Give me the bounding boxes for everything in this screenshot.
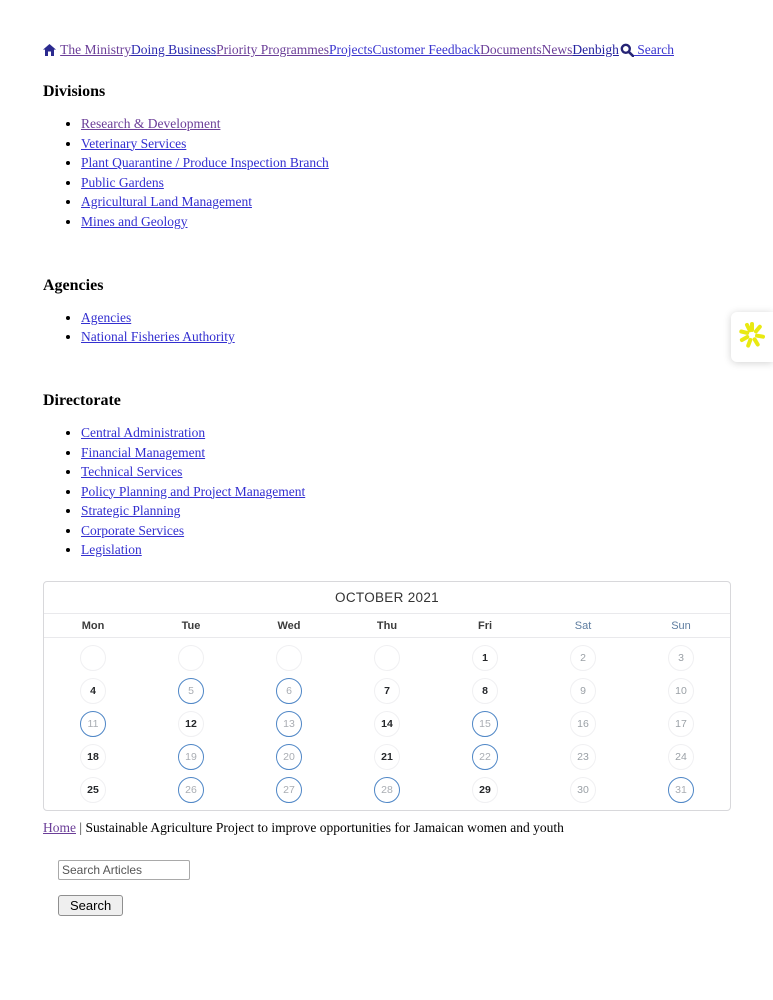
directorate-list [43,425,731,558]
link-policy-planning-and-project-management[interactable]: Policy Planning and Project Management [81,483,306,499]
calendar-cell [338,674,436,707]
floating-widget [731,312,773,362]
nav-link-search[interactable]: Search [633,42,674,57]
list-item [81,445,731,461]
calendar-day-3: 3 [668,645,694,671]
calendar-day-4: 4 [80,678,106,704]
calendar-cell [632,707,730,740]
calendar-cell [142,773,240,806]
calendar-day-empty [80,645,106,671]
list-item [81,116,731,132]
calendar-day-header-thu: Thu [376,619,398,632]
calendar-day-header-tue: Tue [181,619,201,632]
calendar-cell [142,674,240,707]
divisions-heading: Divisions [43,83,106,100]
list-item [81,503,731,519]
calendar-cell [436,641,534,674]
magnifier-icon[interactable] [620,43,634,61]
directorate-heading: Directorate [43,392,121,409]
calendar-day-30: 30 [570,777,596,803]
calendar-day-17: 17 [668,711,694,737]
calendar-cell [338,641,436,674]
calendar-day-10: 10 [668,678,694,704]
list-item [81,425,731,441]
calendar-cell [240,674,338,707]
link-legislation[interactable]: Legislation [81,542,142,557]
link-strategic-planning[interactable]: Strategic Planning [81,503,181,518]
calendar-cell [44,707,142,740]
list-item [81,194,731,210]
list-item [81,484,731,500]
calendar-cell [240,707,338,740]
spinner-asterisk-icon [738,321,766,354]
nav-link-the-ministry[interactable]: The Ministry [60,42,132,57]
calendar-day-29: 29 [472,777,498,803]
calendar-cell [44,641,142,674]
calendar-cell [44,773,142,806]
calendar-day-22[interactable]: 22 [472,744,498,770]
calendar-day-1: 1 [472,645,498,671]
breadcrumb-page-title: Sustainable Agriculture Project to improve opportunities for Jamaican women and youth [85,820,564,835]
calendar-cell [142,641,240,674]
calendar-cell [142,740,240,773]
calendar-cell [534,773,632,806]
calendar-day-empty [374,645,400,671]
link-national-fisheries-authority[interactable]: National Fisheries Authority [81,329,235,344]
agencies-heading: Agencies [43,276,104,294]
calendar-day-31[interactable]: 31 [668,777,694,803]
calendar-day-16: 16 [570,711,596,737]
nav-link-priority-programmes[interactable]: Priority Programmes [216,42,330,57]
calendar-cell [142,707,240,740]
calendar-day-12: 12 [178,711,204,737]
list-item [81,136,731,152]
nav-link-documents[interactable]: Documents [480,42,542,57]
divisions-list [43,116,731,230]
calendar-day-15[interactable]: 15 [472,711,498,737]
breadcrumb-separator: | [79,820,86,835]
calendar-day-7: 7 [374,678,400,704]
calendar-cell [632,773,730,806]
calendar-day-header-sat: Sat [574,619,592,632]
search-button[interactable]: Search [58,895,123,916]
calendar-day-header-wed: Wed [277,619,301,632]
nav-link-projects[interactable]: Projects [329,42,373,57]
calendar-day-5[interactable]: 5 [178,678,204,704]
calendar-day-21: 21 [374,744,400,770]
list-item [81,310,731,326]
calendar-day-27[interactable]: 27 [276,777,302,803]
list-item [81,214,731,230]
list-item [81,542,731,558]
list-item [81,523,731,539]
link-mines-and-geology[interactable]: Mines and Geology [81,213,188,229]
calendar-day-18: 18 [80,744,106,770]
link-plant-quarantine-produce-inspection-branch[interactable]: Plant Quarantine / Produce Inspection Branch [81,155,329,170]
calendar-cell [534,740,632,773]
events-calendar [43,581,731,811]
calendar-cell [632,641,730,674]
agencies-list [43,310,731,346]
top-navigation [43,42,731,61]
calendar-cell [338,740,436,773]
calendar-cell [534,641,632,674]
calendar-day-header-fri: Fri [477,619,493,632]
calendar-day-20[interactable]: 20 [276,744,302,770]
list-item [81,329,731,345]
breadcrumb [43,820,731,836]
calendar-day-11[interactable]: 11 [80,711,106,737]
link-financial-management[interactable]: Financial Management [81,444,206,460]
link-central-administration[interactable]: Central Administration [81,425,206,440]
list-item [81,155,731,171]
nav-link-denbigh[interactable]: Denbigh [572,42,619,57]
breadcrumb-home-link[interactable]: Home [43,820,76,835]
article-search [43,860,731,916]
calendar-day-23: 23 [570,744,596,770]
calendar-cell [436,674,534,707]
nav-link-news[interactable]: News [541,42,573,57]
calendar-month-title: OCTOBER 2021 [44,582,730,614]
search-articles-input[interactable] [58,860,190,880]
calendar-cell [632,674,730,707]
calendar-day-25: 25 [80,777,106,803]
calendar-day-empty [178,645,204,671]
calendar-day-header-mon: Mon [81,619,105,632]
calendar-day-2: 2 [570,645,596,671]
calendar-cell [338,773,436,806]
link-corporate-services[interactable]: Corporate Services [81,522,185,538]
calendar-cell [338,707,436,740]
calendar-day-header-sun: Sun [671,619,691,632]
calendar-day-24: 24 [668,744,694,770]
calendar-cell [534,707,632,740]
calendar-day-19[interactable]: 19 [178,744,204,770]
calendar-cell [436,740,534,773]
link-public-gardens[interactable]: Public Gardens [81,174,164,190]
calendar-day-26[interactable]: 26 [178,777,204,803]
calendar-day-8: 8 [472,678,498,704]
nav-link-customer-feedback[interactable]: Customer Feedback [372,42,481,57]
list-item [81,464,731,480]
calendar-cell [436,773,534,806]
calendar-day-empty [276,645,302,671]
calendar-cell [44,674,142,707]
link-technical-services[interactable]: Technical Services [81,464,183,479]
calendar-day-14: 14 [374,711,400,737]
calendar-cell [240,773,338,806]
calendar-cell [240,641,338,674]
calendar-cell [436,707,534,740]
calendar-grid [44,638,730,810]
calendar-cell [240,740,338,773]
calendar-cell [44,740,142,773]
calendar-day-9: 9 [570,678,596,704]
home-icon[interactable] [43,44,56,60]
list-item [81,175,731,191]
calendar-day-headers [44,614,730,638]
link-research-development[interactable]: Research & Development [81,116,221,131]
nav-link-doing-business[interactable]: Doing Business [131,42,217,57]
calendar-day-13[interactable]: 13 [276,711,302,737]
calendar-day-6[interactable]: 6 [276,678,302,704]
calendar-cell [632,740,730,773]
link-agencies[interactable]: Agencies [81,309,132,325]
calendar-day-28[interactable]: 28 [374,777,400,803]
link-veterinary-services[interactable]: Veterinary Services [81,135,187,151]
calendar-cell [534,674,632,707]
link-agricultural-land-management[interactable]: Agricultural Land Management [81,194,252,209]
